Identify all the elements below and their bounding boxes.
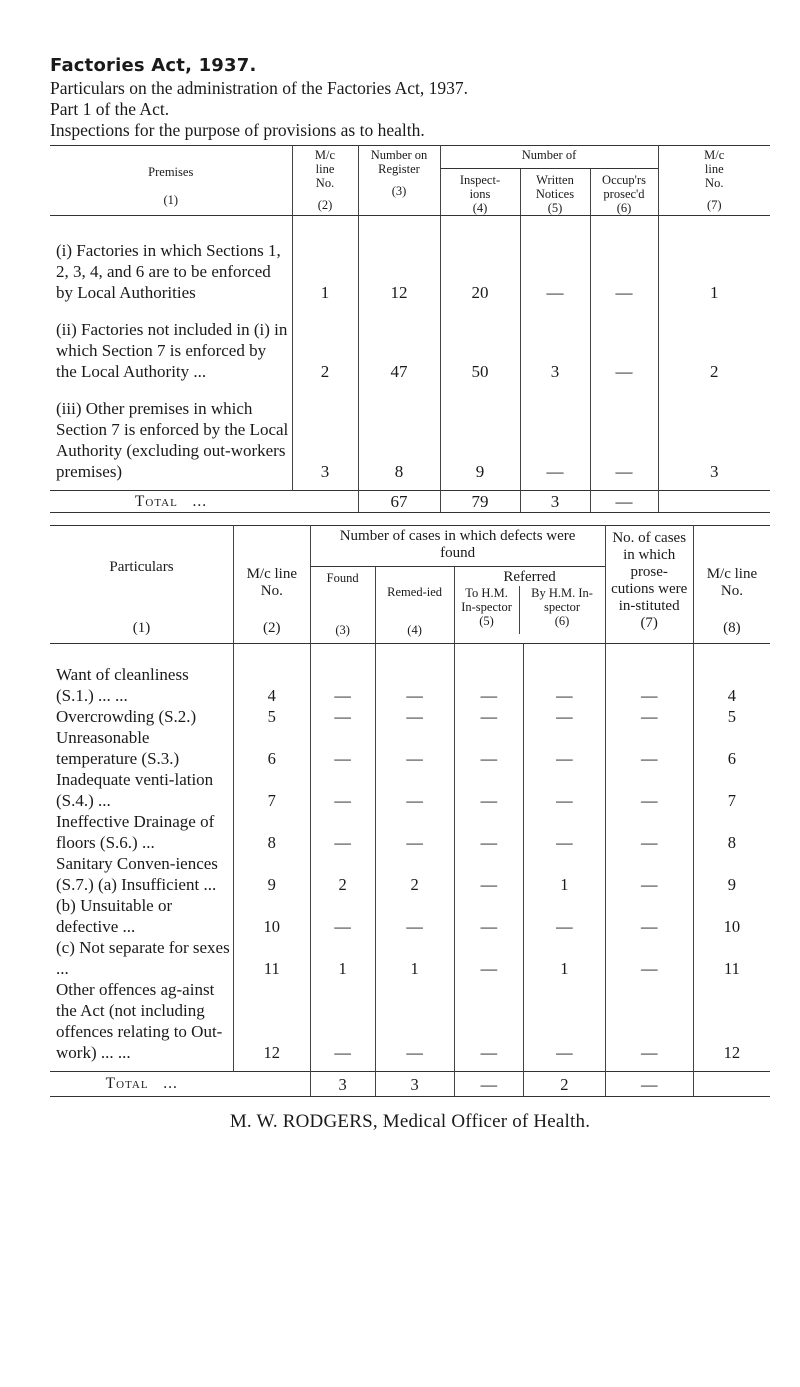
header-remedied (375, 567, 454, 644)
header-premises-num: (1) (163, 192, 179, 207)
header-by-hm (519, 586, 605, 634)
header-inspections-label: Inspect-ions (459, 173, 501, 201)
remedied-cell: — (375, 727, 454, 769)
remedied-cell: — (375, 769, 454, 811)
total-label-2-text: Total (105, 1075, 149, 1092)
header-inspections (440, 169, 520, 216)
header-by-hm-num: (6) (554, 614, 570, 628)
remedied-cell: — (375, 811, 454, 853)
prosecutions-cell: — (605, 769, 693, 811)
by-hm-cell: — (524, 811, 605, 853)
mc-line-cell: 11 (233, 937, 310, 979)
defects-table-body (50, 644, 770, 1097)
notices-cell: — (520, 398, 590, 491)
mc-line-cell: 3 (292, 398, 358, 491)
table2-total-row (50, 1072, 770, 1097)
mc-line-right-cell: 8 (693, 811, 770, 853)
mc-line-cell: 5 (233, 706, 310, 727)
header-written-notices (520, 169, 590, 216)
total-remedied-cell: 3 (375, 1072, 454, 1097)
mc-line-cell: 7 (233, 769, 310, 811)
subtitle-line-2: Part 1 of the Act. (50, 99, 170, 119)
header-particulars-num: (1) (132, 620, 151, 636)
header-register-label: Number on Register (370, 148, 428, 176)
by-hm-cell: — (524, 895, 605, 937)
header-referred (454, 567, 605, 644)
header-referred-split (455, 586, 605, 634)
mc-line-right-cell: 10 (693, 895, 770, 937)
prosecuted-cell: — (590, 319, 658, 398)
header-prosecutions-num: (7) (640, 615, 658, 631)
header-mc-line-2-right-num: (8) (723, 620, 741, 636)
prosecutions-cell: — (605, 706, 693, 727)
prosecutions-cell: — (605, 979, 693, 1072)
particulars-cell: Other offences ag-ainst the Act (not including offences relating to Out-work) ... ... (56, 980, 223, 1062)
mc-line-cell: 10 (233, 895, 310, 937)
total-to-hm-cell: — (454, 1072, 524, 1097)
remedied-cell: 1 (375, 937, 454, 979)
mc-line-cell: 8 (233, 811, 310, 853)
by-hm-cell: 1 (524, 853, 605, 895)
header-mc-line-2 (233, 526, 310, 644)
premises-cell: (i) Factories in which Sections 1, 2, 3, 4, and 6 are to be enforced by Local Authorities (56, 241, 281, 302)
header-found-num: (3) (335, 623, 350, 637)
inspections-cell: 50 (440, 319, 520, 398)
header-number-of-cases: Number of cases in which defects were found (310, 526, 605, 567)
total-mc-line-cell-2 (233, 1072, 310, 1097)
header-mc-line-right (658, 146, 770, 216)
to-hm-cell: — (454, 644, 524, 707)
remedied-cell: — (375, 644, 454, 707)
header-number-on-register (358, 146, 440, 216)
particulars-cell: Sanitary Conven-iences (S.7.) (a) Insufficient ... (56, 854, 218, 894)
to-hm-cell: — (454, 979, 524, 1072)
found-cell: — (310, 706, 375, 727)
total-prosecuted-cell: — (590, 491, 658, 513)
mc-line-cell: 12 (233, 979, 310, 1072)
mc-line-right-cell: 2 (658, 319, 770, 398)
header-notices-num: (5) (547, 201, 563, 215)
total-label-2 (50, 1072, 233, 1097)
particulars-cell: Unreasonable temperature (S.3.) (56, 728, 180, 768)
header-referred-label: Referred (503, 569, 556, 585)
mc-line-right-cell: 7 (693, 769, 770, 811)
mc-line-right-cell: 5 (693, 706, 770, 727)
header-mc-line-right-label: M/c line No. (704, 148, 725, 190)
by-hm-cell: — (524, 979, 605, 1072)
header-prosecuted-num: (6) (616, 201, 632, 215)
total-mc-line-right-cell-2 (693, 1072, 770, 1097)
prosecutions-cell: — (605, 853, 693, 895)
table-row (50, 706, 770, 727)
header-particulars-label: Particulars (109, 559, 174, 575)
inspections-cell: 20 (440, 216, 520, 320)
found-cell: — (310, 979, 375, 1072)
register-cell: 12 (358, 216, 440, 320)
mc-line-right-cell: 3 (658, 398, 770, 491)
to-hm-cell: — (454, 853, 524, 895)
particulars-cell: Ineffective Drainage of floors (S.6.) ... (56, 812, 215, 852)
header-prosecuted-label: Occup'rs prosec'd (602, 173, 646, 201)
header-prosecutions (605, 526, 693, 644)
particulars-cell: (c) Not separate for sexes ... (56, 938, 230, 978)
total-label (50, 491, 292, 513)
table-row (50, 398, 770, 491)
header-mc-line-2-right (693, 526, 770, 644)
inspections-table (50, 145, 770, 513)
by-hm-cell: 1 (524, 937, 605, 979)
header-mc-line-num: (2) (317, 198, 333, 212)
mc-line-right-cell: 4 (693, 644, 770, 707)
remedied-cell: — (375, 706, 454, 727)
header-premises-label: Premises (148, 164, 194, 179)
premises-cell: (ii) Factories not included in (i) in which Section 7 is enforced by the Local Authority ... (56, 320, 288, 381)
mc-line-right-cell: 6 (693, 727, 770, 769)
notices-cell: — (520, 216, 590, 320)
mc-line-cell: 1 (292, 216, 358, 320)
table2-header-row (50, 526, 770, 567)
prosecutions-cell: — (605, 727, 693, 769)
total-dots: ... (192, 492, 208, 510)
to-hm-cell: — (454, 811, 524, 853)
table1-total-row (50, 491, 770, 513)
table-row (50, 319, 770, 398)
signature-line: M. W. RODGERS, Medical Officer of Health. (229, 1111, 591, 1132)
prosecuted-cell: — (590, 398, 658, 491)
premises-cell: (iii) Other premises in which Section 7 is enforced by the Local Authority (excluding out-workers premises) (56, 399, 289, 481)
table-row (50, 895, 770, 937)
prosecutions-cell: — (605, 937, 693, 979)
header-to-hm-label: To H.M. In-spector (461, 586, 512, 614)
table1-header-row (50, 146, 770, 169)
table-row (50, 216, 770, 320)
prosecuted-cell: — (590, 216, 658, 320)
table-row (50, 853, 770, 895)
found-cell: 1 (310, 937, 375, 979)
to-hm-cell: — (454, 769, 524, 811)
particulars-cell: Inadequate venti-lation (S.4.) ... (56, 770, 214, 810)
by-hm-cell: — (524, 644, 605, 707)
header-particulars (50, 526, 233, 644)
subtitle-line-1: Particulars on the administration of the Factories Act, 1937. (50, 78, 468, 98)
document-page (50, 55, 770, 1133)
mc-line-right-cell: 9 (693, 853, 770, 895)
total-prosecutions-cell: — (605, 1072, 693, 1097)
header-mc-line-2-right-label: M/c line No. (706, 566, 758, 599)
to-hm-cell: — (454, 937, 524, 979)
mc-line-cell: 2 (292, 319, 358, 398)
header-mc-line-label: M/c line No. (314, 148, 336, 190)
found-cell: — (310, 811, 375, 853)
table-row (50, 769, 770, 811)
header-mc-line (292, 146, 358, 216)
table-row (50, 937, 770, 979)
prosecutions-cell: — (605, 644, 693, 707)
register-cell: 47 (358, 319, 440, 398)
header-notices-label: Written Notices (535, 173, 575, 201)
particulars-cell: Want of cleanliness (S.1.) ... ... (56, 665, 189, 705)
header-remedied-num: (4) (407, 623, 422, 637)
remedied-cell: — (375, 895, 454, 937)
total-by-hm-cell: 2 (524, 1072, 605, 1097)
to-hm-cell: — (454, 727, 524, 769)
header-to-hm (455, 586, 519, 634)
table-row (50, 644, 770, 707)
mc-line-right-cell: 11 (693, 937, 770, 979)
mc-line-right-cell: 1 (658, 216, 770, 320)
header-number-of: Number of (440, 146, 658, 169)
total-dots-2: ... (163, 1075, 178, 1092)
header-mc-line-right-num: (7) (706, 198, 722, 212)
prosecutions-cell: — (605, 811, 693, 853)
header-register-num: (3) (391, 184, 407, 198)
particulars-cell: Overcrowding (S.2.) (56, 707, 197, 726)
header-premises (50, 146, 292, 216)
header-found (310, 567, 375, 644)
by-hm-cell: — (524, 769, 605, 811)
table-row (50, 811, 770, 853)
header-occupiers-prosecuted (590, 169, 658, 216)
by-hm-cell: — (524, 727, 605, 769)
total-notices-cell: 3 (520, 491, 590, 513)
subtitle-line-3: Inspections for the purpose of provisions as to health. (50, 120, 425, 140)
found-cell: — (310, 644, 375, 707)
remedied-cell: — (375, 979, 454, 1072)
inspections-cell: 9 (440, 398, 520, 491)
header-by-hm-label: By H.M. In-spector (531, 586, 593, 614)
particulars-cell: (b) Unsuitable or defective ... (56, 896, 173, 936)
prosecutions-cell: — (605, 895, 693, 937)
total-found-cell: 3 (310, 1072, 375, 1097)
found-cell: — (310, 727, 375, 769)
mc-line-cell: 6 (233, 727, 310, 769)
mc-line-right-cell: 12 (693, 979, 770, 1072)
total-mc-line-right-cell (658, 491, 770, 513)
mc-line-cell: 4 (233, 644, 310, 707)
found-cell: 2 (310, 853, 375, 895)
table-row (50, 979, 770, 1072)
document-title: Factories Act, 1937. (50, 55, 257, 76)
header-to-hm-num: (5) (479, 614, 494, 628)
defects-table (50, 525, 770, 1097)
by-hm-cell: — (524, 706, 605, 727)
header-prosecutions-label: No. of cases in which prose-cutions were in-stituted (611, 530, 688, 614)
to-hm-cell: — (454, 706, 524, 727)
header-found-label: Found (326, 571, 359, 585)
to-hm-cell: — (454, 895, 524, 937)
remedied-cell: 2 (375, 853, 454, 895)
mc-line-cell: 9 (233, 853, 310, 895)
header-remedied-label: Remed-ied (387, 585, 442, 599)
register-cell: 8 (358, 398, 440, 491)
total-label-text: Total (134, 492, 178, 510)
total-inspections-cell: 79 (440, 491, 520, 513)
header-mc-line-2-num: (2) (263, 620, 281, 636)
notices-cell: 3 (520, 319, 590, 398)
total-register-cell: 67 (358, 491, 440, 513)
header-mc-line-2-label: M/c line No. (246, 566, 297, 599)
found-cell: — (310, 895, 375, 937)
header-inspections-num: (4) (472, 201, 488, 215)
found-cell: — (310, 769, 375, 811)
total-mc-line-cell (292, 491, 358, 513)
table-row (50, 727, 770, 769)
